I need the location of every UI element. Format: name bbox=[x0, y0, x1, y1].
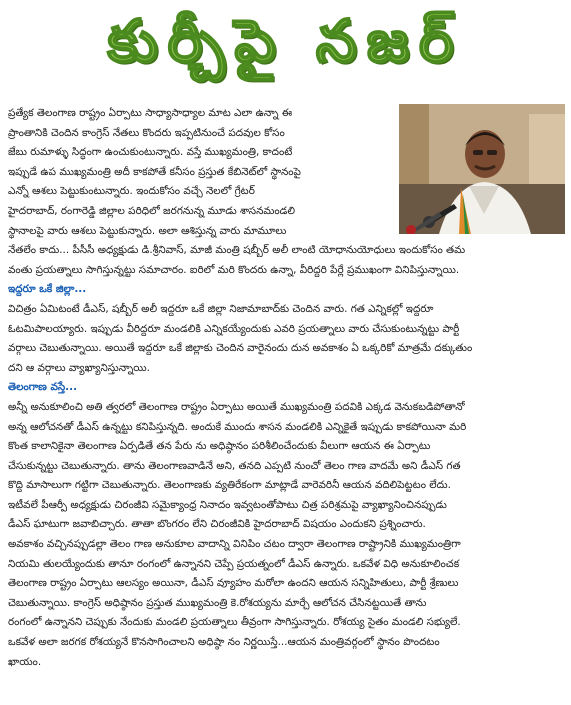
paragraph-line: రంగంలో ఉన్నానని చెప్పుకు నేందుకు మండలి ప్రయత్నాలు తీవ్రంగా సాగిస్తున్నారు. రోశయ్య సైతం మండలి సభ్యులే. bbox=[8, 616, 461, 629]
paragraph-line: తెలంగాణ రాష్ట్రం ఏర్పాటు ఆలస్యం అయినా, డీఎస్ వ్యూహం మరోలా ఉందని ఆయన సన్నిహితులు, పార్టీ శ్రేణులు bbox=[8, 577, 459, 590]
paragraph-line: ఇప్పుడే ఉప ముఖ్యమంత్రి అదీ కాకపోతే కనీసం ప్రస్తుత కేబినెట్‌లో స్థానంపై bbox=[8, 165, 301, 178]
section-paragraph bbox=[8, 300, 564, 378]
paragraph-line: కొద్ది మాసాలుగా గట్టిగా చెబుతున్నారు. తెలంగాణకు వ్యతిరేకంగా మాట్లాడే వారెవరినీ ఆయన వదిలిపెట్టటం లేదు. bbox=[8, 479, 451, 492]
paragraph-line: వంతు ప్రయత్నాలు సాగిస్తున్నట్టు సమాచారం. ఐరిలో మరి కొందరు ఉన్నా, వీరిద్దరి పేర్లే ప్రముఖంగా వినిపిస్తున్నాయి. bbox=[8, 263, 460, 276]
paragraph-line: ఇటీవలే పీఆర్పీ అధ్యక్షుడు చిరంజీవి సమైక్యాంధ్ర నినాదం ఇవ్వటంతోపాటు చిత్ర పరిశ్రమపై వ్యాఖ్యానించినప్పుడు bbox=[8, 498, 447, 511]
paragraph-line: నేతలేం కాదు... పీసీసీ అధ్యక్షుడు డి.శ్రీనివాస్, మాజీ మంత్రి షబ్బీర్ అలీ లాంటి యోధానుయోధులు ఇందుకోసం తమ bbox=[8, 244, 466, 257]
paragraph-line: ప్రత్యేక తెలంగాణ రాష్ట్రం ఏర్పాటు సాధ్యాసాధ్యాల మాట ఎలా ఉన్నా ఈ bbox=[8, 107, 293, 119]
article-body bbox=[8, 104, 564, 672]
paragraph-line: ఖాయం. bbox=[8, 655, 42, 668]
paragraph-line: ఒకవేళ అలా జరగక రోశయ్యనే కొనసాగించాలని అధిష్ఠా నం నిర్ణయిస్తే...ఆయన మంత్రివర్గంలో స్థానం పొందటం bbox=[8, 636, 440, 649]
paragraph-line: అన్న ఆలోచనతో డీఎస్ ఉన్నట్టు కనిపిస్తున్నది. అందుకే ముందు శాసన మండలికి ఎన్నికైతే ఇప్పుడు కాకపోయినా మరి bbox=[8, 420, 467, 433]
paragraph-line: హైదరాబాద్, రంగారెడ్డి జిల్లాల పరిధిలో జరగనున్న మూడు శాసనమండలి bbox=[8, 204, 295, 217]
paragraph-line: చేసుకున్నట్టు చెబుతున్నారు. తాను తెలంగాణవాడినే అని, తనది ఎప్పటి నుంచో తెలం గాణ వాదమే అని డీఎస్ గత bbox=[8, 459, 461, 472]
section-paragraph bbox=[8, 398, 564, 672]
paragraph-line: వర్గాలు చెబుతున్నాయి. అయితే ఇద్దరూ ఒకే జిల్లాకు చెందిన వారైనందు దున అవకాశం ఏ ఒక్కరికో మాత్రమే దక్కుతుం bbox=[8, 342, 473, 355]
paragraph-line: స్థానాలపై వారు ఆశలు పెట్టుకున్నారు. అలా ఆశిస్తున్న వారు మామూలు bbox=[8, 224, 287, 237]
article-headline: కుర్చీపై నజర్ bbox=[107, 6, 464, 75]
paragraph-line: విచిత్రం ఏమిటంటే డీఎస్, షబ్బీర్ అలీ ఇద్దరూ ఒకే జిల్లా నిజామాబాద్‌కు చెందిన వారు. గత ఎన్నికల్లో ఇద్దరూ bbox=[8, 302, 434, 315]
paragraph-line: నియమి తులయ్యేందుకు తానూ రంగంలో ఉన్నానని చెప్పే ప్రయత్నంలో డీఎస్ ఉన్నారు. ఒకవేళ విధి అనుకూలించక bbox=[8, 557, 460, 570]
paragraph-line: చెబుతున్నాయి. కాంగ్రెస్ అధిష్ఠానం ప్రస్తుత ముఖ్యమంత్రి కె.రోశయ్యను మార్చే ఆలోచన చేసినట్టయితే తాను bbox=[8, 596, 427, 609]
paragraph-line: ప్రాంతానికి చెందిన కాంగ్రెస్ నేతలు కొందరు ఇప్పటినుంచే పదవుల కోసం bbox=[8, 126, 285, 139]
paragraph-line: డీఎస్ ఘాటుగా జవాబిచ్చారు. తాతా బొంగరం లేని చిరంజీవికి హైదరాబాద్ విషయం ఎందుకని ప్రశ్నించారు. bbox=[8, 518, 426, 531]
section-subheading: తెలంగాణ వస్తే... bbox=[8, 381, 78, 394]
paragraph-line: ఓటమిపాలయ్యారు. ఇప్పుడు వీరిద్దరూ మండలికి ఎన్నికయ్యేందుకు ఎవరి ప్రయత్నాలు వారు చేసుకుంటున్నట్టు పార్టీ bbox=[8, 322, 460, 335]
paragraph-line: అవకాశం వచ్చినప్పుడల్లా తెలం గాణ అనుకూల వాదాన్ని వినిపిం చటం ద్వారా తెలంగాణ రాష్ట్రానికి ముఖ్యమంత్రిగా bbox=[8, 538, 461, 551]
headline-banner bbox=[0, 0, 571, 96]
paragraph-line: ఎన్నో ఆశలు పెట్టుకుంటున్నారు. ఇందుకోసం వచ్చే నెలలో గ్రేటర్ bbox=[8, 185, 255, 198]
paragraph-line: అన్నీ అనుకూలించి అతి త్వరలో తెలంగాణ రాష్ట్రం ఏర్పాటు అయితే ముఖ్యమంత్రి పదవికి ఎక్కడ వెనుకబడిపోతానో bbox=[8, 400, 465, 413]
paragraph-line: దని ఆ వర్గాలు వ్యాఖ్యానిస్తున్నాయి. bbox=[8, 361, 150, 374]
paragraph-line: జేబు రుమాళ్ళు సిద్ధంగా ఉంచుకుంటున్నారు. వస్తే ముఖ్యమంత్రి, కాదంటే bbox=[8, 146, 293, 159]
intro-paragraph bbox=[8, 104, 564, 280]
section-subheading: ఇద్దరూ ఒకే జిల్లా... bbox=[8, 283, 87, 296]
paragraph-line: కొంత కాలానికైనా తెలంగాణ ఏర్పడితే తన పేరు ను అధిష్ఠానం పరిశీలించేందుకు వీలుగా ఆయన ఈ ఏర్పాటు bbox=[8, 440, 431, 453]
